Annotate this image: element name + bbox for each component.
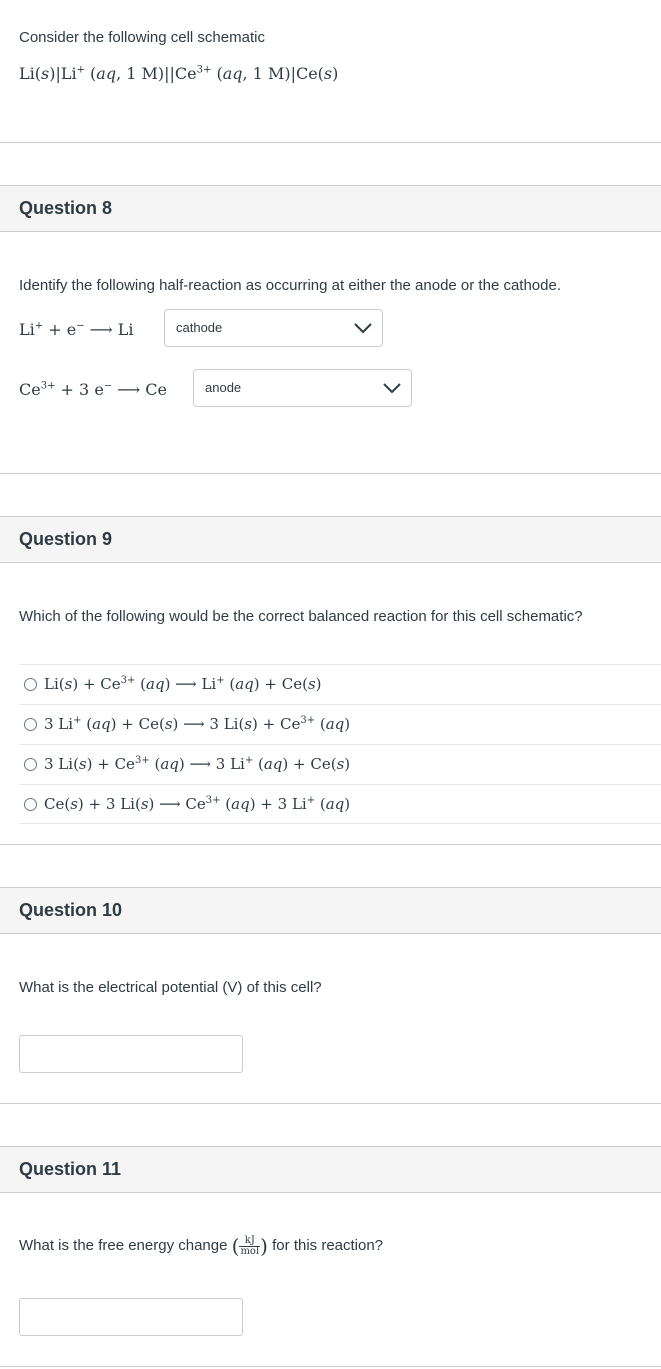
question-9-header (0, 516, 661, 563)
radio-button[interactable] (24, 718, 37, 731)
question-8-header (0, 185, 661, 232)
chevron-down-icon (383, 382, 401, 394)
half-reaction-1: Li+ + e− ⟶ Li (19, 320, 134, 339)
answer-option-3-label: 3 $Li(s) + Ce^{3+}$ (aq) ⟶ 3 Li+ (aq) + Ce(s) (44, 755, 351, 773)
half-reaction-1-select[interactable] (164, 309, 383, 347)
half-reaction-2-select[interactable] (193, 369, 412, 407)
radio-button[interactable] (24, 798, 37, 811)
answer-option-1-label: $Li(s) + Ce^{3+}$ (aq) ⟶ Li+ (aq) + Ce(s) (44, 675, 322, 693)
half-reaction-2: $Ce^{3+} + 3$ e− ⟶ Ce (19, 380, 167, 399)
question-11-title: Question 11 (19, 1159, 122, 1179)
divider (0, 473, 661, 474)
divider (0, 1103, 661, 1104)
question-8-prompt: Identify the following half-reaction as occurring at either the anode or the cathode. (19, 277, 561, 294)
question-11-prompt-before: What is the free energy change (19, 1236, 228, 1254)
question-11-prompt: What is the free energy change ( $\frac{kJ}{\text{mol}}$ ) for this reaction? (19, 1234, 384, 1258)
answer-option-4-label: Ce(s) + 3 Li(s) ⟶ $Ce^{3+}$ (aq) + 3 Li+ (aq) (44, 795, 351, 813)
radio-button[interactable] (24, 758, 37, 771)
question-9-title: Question 9 (19, 529, 113, 549)
question-11-header (0, 1146, 661, 1193)
answer-option-1[interactable] (19, 664, 661, 704)
unit-denominator: mol (240, 1245, 260, 1257)
question-10-header (0, 887, 661, 934)
question-9-prompt: Which of the following would be the correct balanced reaction for this cell schematic? (19, 608, 583, 625)
intro-text: Consider the following cell schematic (19, 29, 265, 46)
radio-button[interactable] (24, 678, 37, 691)
divider (0, 1366, 661, 1367)
question-8-title: Question 8 (19, 198, 113, 218)
answer-option-2[interactable] (19, 704, 661, 744)
free-energy-answer-input[interactable] (19, 1298, 243, 1336)
cell-schematic: Li(s)|Li+ (aq, 1 $M)||Ce^{3+}$ (aq, 1 M)|Ce(s) (19, 64, 339, 83)
half-reaction-1-selected: cathode (176, 320, 223, 335)
chevron-down-icon (354, 322, 372, 334)
half-reaction-2-selected: anode (205, 380, 242, 395)
potential-answer-input[interactable] (19, 1035, 243, 1073)
divider (0, 844, 661, 845)
answer-option-2-label: 3 Li+ (aq) + Ce(s) ⟶ 3 $Li(s) + Ce^{3+}$ (aq) (44, 715, 351, 733)
answer-option-4[interactable] (19, 784, 661, 824)
answer-option-3[interactable] (19, 744, 661, 784)
question-11-prompt-after: for this reaction? (272, 1236, 384, 1254)
divider (0, 142, 661, 143)
question-10-title: Question 10 (19, 900, 123, 920)
question-10-prompt: What is the electrical potential (V) of this cell? (19, 979, 322, 996)
unit-fraction (239, 1236, 260, 1257)
unit-numerator: kJ (239, 1236, 260, 1247)
